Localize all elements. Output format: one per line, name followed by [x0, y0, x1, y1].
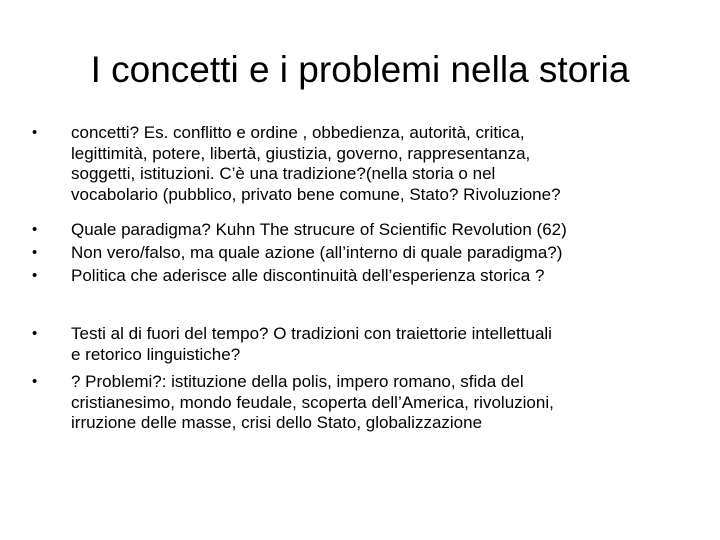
- bullet-item-testi: [32, 324, 692, 365]
- bullet-line: soggetti, istituzioni. C’è una tradizione?(nella storia o nel: [71, 164, 496, 183]
- bullet-icon: •: [32, 373, 38, 390]
- bullet-line: concetti? Es. conflitto e ordine , obbedienza, autorità, critica,: [71, 123, 525, 142]
- bullet-line: legittimità, potere, libertà, giustizia, governo, rappresentanza,: [71, 143, 531, 163]
- bullet-line: e retorico linguistiche?: [71, 344, 241, 364]
- bullet-line: Quale paradigma? Kuhn The strucure of Scientific Revolution (62): [71, 220, 567, 239]
- slide-title: I concetti e i problemi nella storia: [90, 49, 630, 90]
- bullet-item-problemi: [32, 372, 692, 434]
- bullet-line: Testi al di fuori del tempo? O tradizioni con traiettorie intellettuali: [71, 324, 552, 343]
- bullet-line: vocabolario (pubblico, privato bene comune, Stato? Rivoluzione?: [71, 184, 561, 204]
- bullet-item-vero-falso: [32, 243, 692, 264]
- bullet-icon: •: [32, 325, 38, 342]
- bullet-line: cristianesimo, mondo feudale, scoperta dell’America, rivoluzioni,: [71, 392, 554, 412]
- bullet-item-politica: [32, 266, 692, 287]
- bullet-icon: •: [32, 267, 38, 284]
- bullet-icon: •: [32, 221, 38, 238]
- bullet-line: Non vero/falso, ma quale azione (all’interno di quale paradigma?): [71, 243, 563, 262]
- bullet-item-paradigma: [32, 220, 692, 241]
- bullet-line: ? Problemi?: istituzione della polis, impero romano, sfida del: [71, 372, 524, 391]
- bullet-line: Politica che aderisce alle discontinuità dell’esperienza storica ?: [71, 266, 545, 285]
- bullet-icon: •: [32, 244, 38, 261]
- bullet-item-concetti: [32, 123, 692, 205]
- bullet-line: irruzione delle masse, crisi dello Stato, globalizzazione: [71, 413, 483, 432]
- bullet-icon: •: [32, 124, 38, 141]
